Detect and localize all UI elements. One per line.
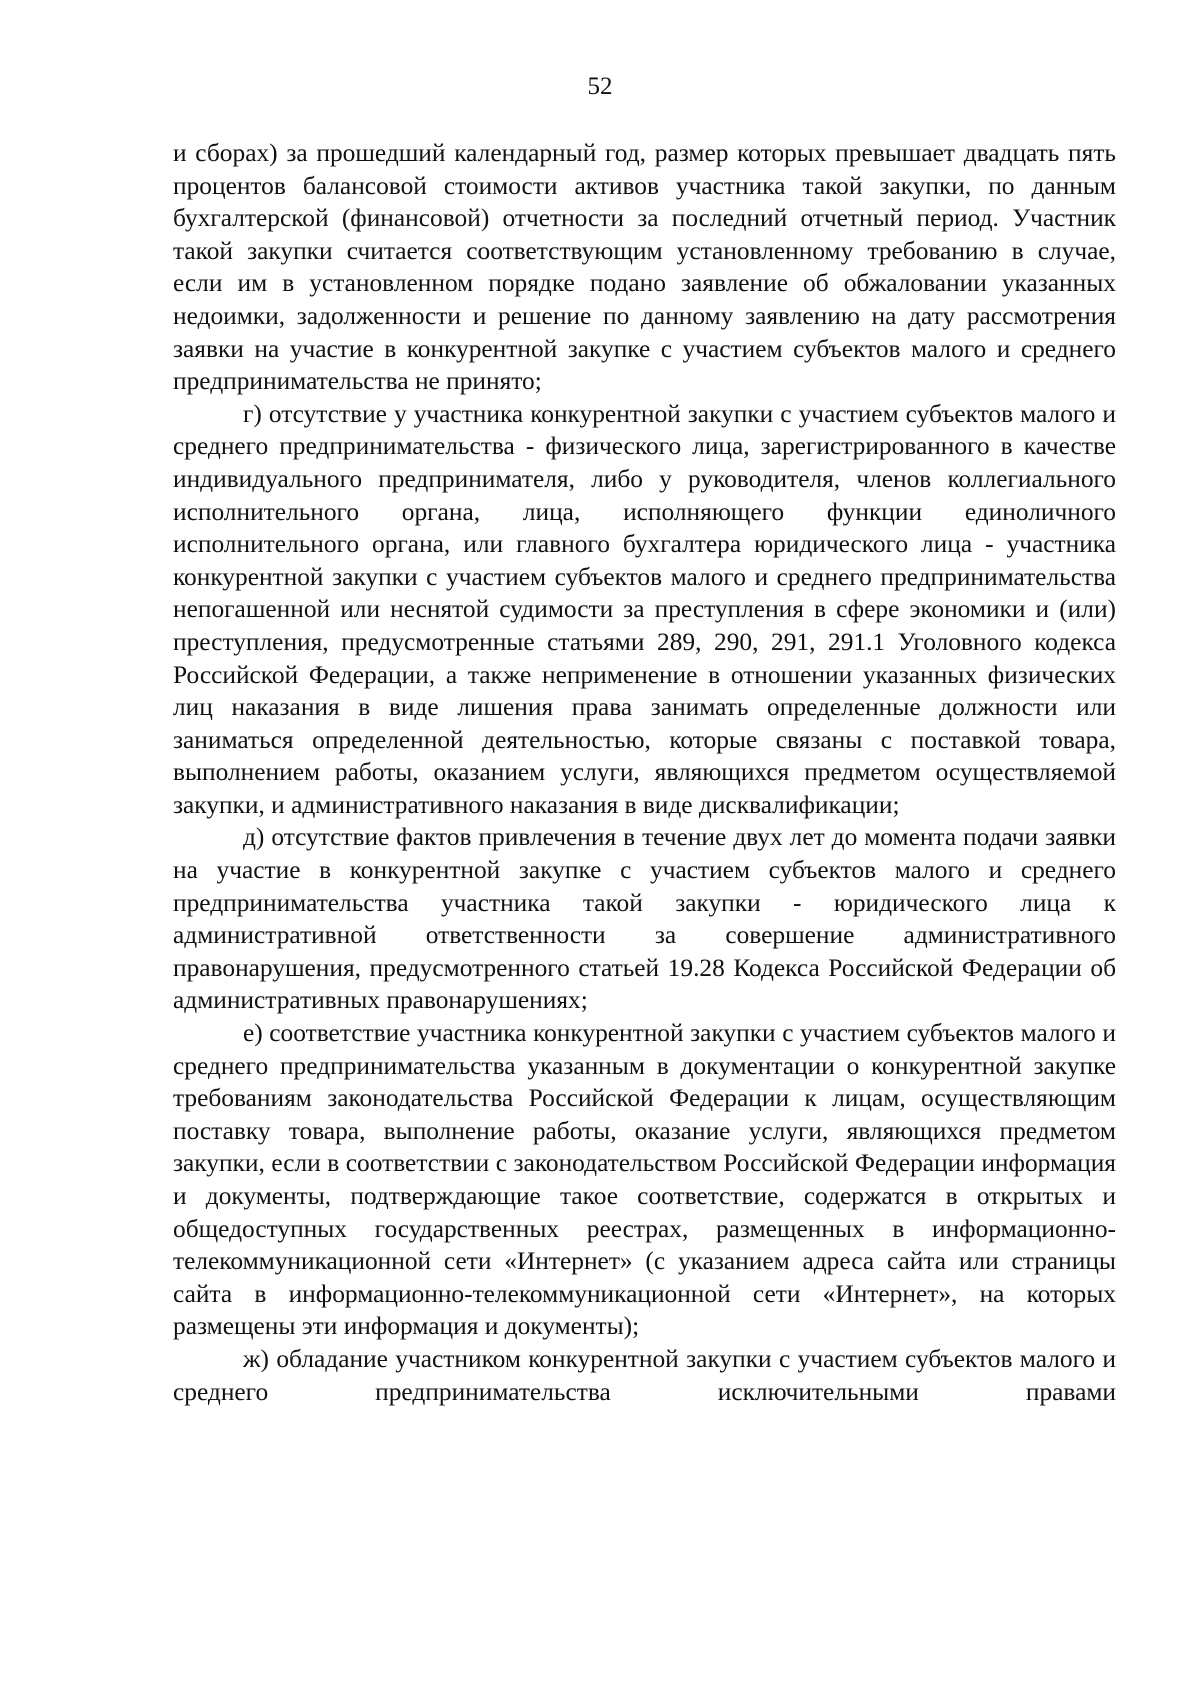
paragraph-item-e: е) соответствие участника конкурентной закупки с участием субъектов малого и среднего предпринимательства указанным в документации о конкурентной закупке требованиям законодательства Российской Федерации к лицам, осуществляющим поставку товара, выполнение работы, оказание услуги, являющихся предметом закупки, если в соответствии с законодательством Российской Федерации информация и документы, подтверждающие такое соответствие, содержатся в открытых и общедоступных государственных реестрах, размещенных в информационно-телекоммуникационной сети «Интернет» (с указанием адреса сайта или страницы сайта в информационно-телекоммуникационной сети «Интернет», на которых размещены эти информация и документы); xyxy=(173,1019,1116,1341)
paragraph-item-zh: ж) обладание участником конкурентной закупки с участием субъектов малого и среднего предпринимательства исключительными правами xyxy=(173,1344,1116,1406)
paragraph-item-g: г) отсутствие у участника конкурентной закупки с участием субъектов малого и среднего предпринимательства - физического лица, зарегистрированного в качестве индивидуального предпринимателя, либо у руководителя, членов коллегиального исполнительного органа, лица, исполняющего функции единоличного исполнительного органа, или главного бухгалтера юридического лица - участника конкурентной закупки с участием субъектов малого и среднего предпринимательства непогашенной или неснятой судимости за преступления в сфере экономики и (или) преступления, предусмотренные статьями 289, 290, 291, 291.1 Уголовного кодекса Российской Федерации, а также неприменение в отношении указанных физических лиц наказания в виде лишения права занимать определенные должности или заниматься определенной деятельностью, которые связаны с поставкой товара, выполнением работы, оказанием услуги, являющихся предметом осуществляемой закупки, и административного наказания в виде дисквалификации; xyxy=(173,399,1116,819)
paragraph-item-d: д) отсутствие фактов привлечения в течение двух лет до момента подачи заявки на участие в конкурентной закупке с участием субъектов малого и среднего предпринимательства участника такой закупки - юридического лица к административной ответственности за совершение административного правонарушения, предусмотренного статьей 19.28 Кодекса Российской Федерации об административных правонарушениях; xyxy=(173,823,1116,1015)
page-number: 52 xyxy=(587,73,613,100)
paragraph-continuation: и сборах) за прошедший календарный год, размер которых превышает двадцать пять процентов балансовой стоимости активов участника такой закупки, по данным бухгалтерской (финансовой) отчетности за последний отчетный период. Участник такой закупки считается соответствующим установленному требованию в случае, если им в установленном порядке подано заявление об обжаловании указанных недоимки, задолженности и решение по данному заявлению на дату рассмотрения заявки на участие в конкурентной закупке с участием субъектов малого и среднего предпринимательства не принято; xyxy=(173,139,1116,396)
document-body xyxy=(173,137,1116,1408)
